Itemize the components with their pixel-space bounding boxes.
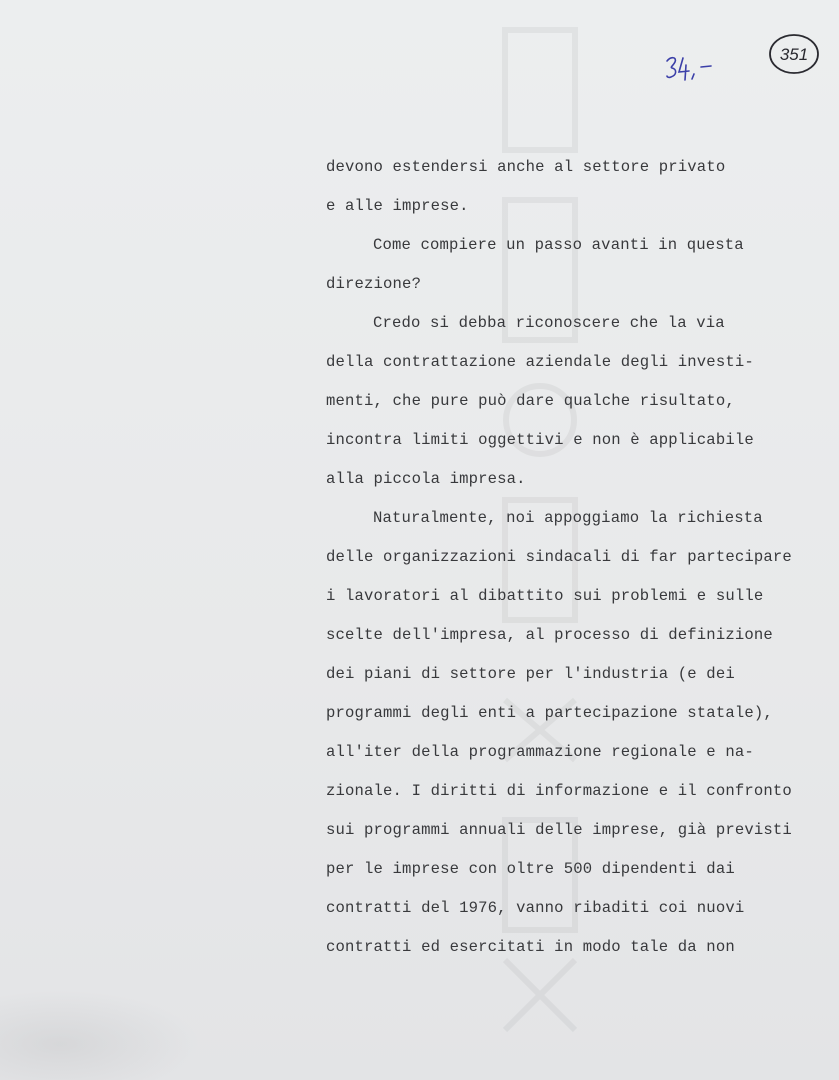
text-line: direzione?: [326, 275, 422, 293]
text-line: scelte dell'impresa, al processo di definizione: [326, 626, 773, 644]
handwritten-annotation: [664, 52, 720, 84]
scan-shadow: [0, 990, 200, 1080]
text-line: dei piani di settore per l'industria (e dei: [326, 665, 735, 683]
text-line: Credo si debba riconoscere che la via: [373, 314, 725, 332]
text-line: all'iter della programmazione regionale e na-: [326, 743, 754, 761]
folio-number-stamp: [767, 32, 821, 76]
text-line: per le imprese con oltre 500 dipendenti dai: [326, 860, 735, 878]
text-line: devono estendersi anche al settore privato: [326, 158, 726, 176]
text-line: menti, che pure può dare qualche risultato,: [326, 392, 735, 410]
text-line: programmi degli enti a partecipazione statale),: [326, 704, 773, 722]
text-line: della contrattazione aziendale degli investi-: [326, 353, 754, 371]
text-line: incontra limiti oggettivi e non è applicabile: [326, 431, 754, 449]
text-line: Come compiere un passo avanti in questa: [373, 236, 744, 254]
text-line: contratti del 1976, vanno ribaditi coi nuovi: [326, 899, 745, 917]
text-line: contratti ed esercitati in modo tale da non: [326, 938, 735, 956]
text-line: delle organizzazioni sindacali di far partecipare: [326, 548, 792, 566]
text-line: sui programmi annuali delle imprese, già previsti: [326, 821, 792, 839]
text-line: i lavoratori al dibattito sui problemi e sulle: [326, 587, 764, 605]
folio-number: 351: [779, 45, 809, 64]
body-text: [326, 152, 816, 971]
text-line: e alle imprese.: [326, 197, 469, 215]
text-line: Naturalmente, noi appoggiamo la richiesta: [373, 509, 763, 527]
text-line: zionale. I diritti di informazione e il confronto: [326, 782, 792, 800]
text-line: alla piccola impresa.: [326, 470, 526, 488]
